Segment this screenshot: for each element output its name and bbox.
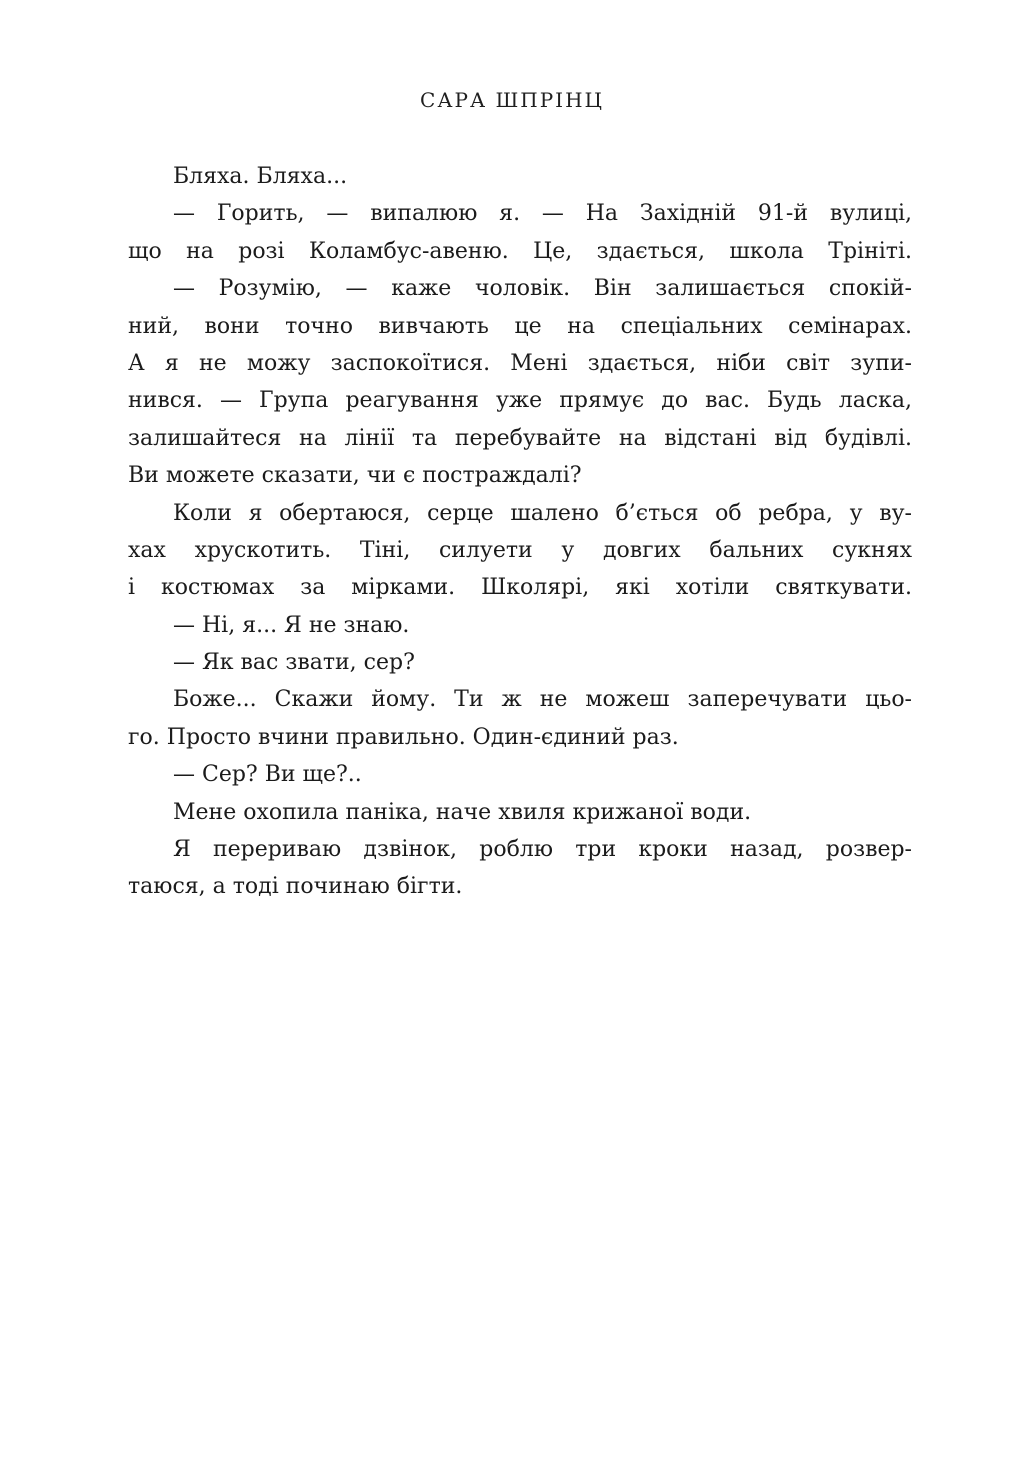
text-line: — Горить, — випалюю я. — На Західній 91-й вулиці, [173, 201, 912, 227]
text-line: Коли я обертаюся, серце шалено б’ється об ребра, у ву- [173, 500, 912, 526]
text-line: що на розі Коламбус-авеню. Це, здається, школа Трініті. [128, 238, 912, 264]
text-line: Я перериваю дзвінок, роблю три кроки назад, розвер- [173, 837, 912, 863]
text-line: таюся, а тоді починаю бігти. [128, 874, 463, 900]
text-line: Ви можете сказати, чи є постраждалі? [128, 463, 582, 489]
text-line: нився. — Група реагування уже прямує до вас. Будь ласка, [128, 388, 912, 414]
running-head: САРА ШПРІНЦ [420, 88, 604, 112]
text-line: А я не можу заспокоїтися. Мені здається, ніби світ зупи- [128, 350, 912, 376]
body-text [128, 158, 912, 906]
text-line: хах хрускотить. Тіні, силуети у довгих бальних сукнях [128, 537, 912, 563]
text-line: і костюмах за мірками. Школярі, які хотіли святкувати. [128, 575, 912, 601]
text-line: — Сер? Ви ще?.. [173, 762, 362, 788]
text-line: — Розумію, — каже чоловік. Він залишається спокій- [173, 276, 912, 302]
text-line: залишайтеся на лінії та перебувайте на відстані від будівлі. [128, 425, 912, 451]
text-line: го. Просто вчини правильно. Один-єдиний раз. [128, 724, 679, 750]
text-line: Мене охопила паніка, наче хвиля крижаної води. [173, 799, 752, 825]
text-line: ний, вони точно вивчають це на спеціальних семінарах. [128, 313, 912, 339]
text-line: — Ні, я... Я не знаю. [173, 612, 410, 638]
text-line: Бляха. Бляха... [173, 164, 348, 189]
text-line: Боже... Скажи йому. Ти ж не можеш заперечувати цьо- [173, 687, 912, 713]
text-line: — Як вас звати, сер? [173, 650, 415, 676]
